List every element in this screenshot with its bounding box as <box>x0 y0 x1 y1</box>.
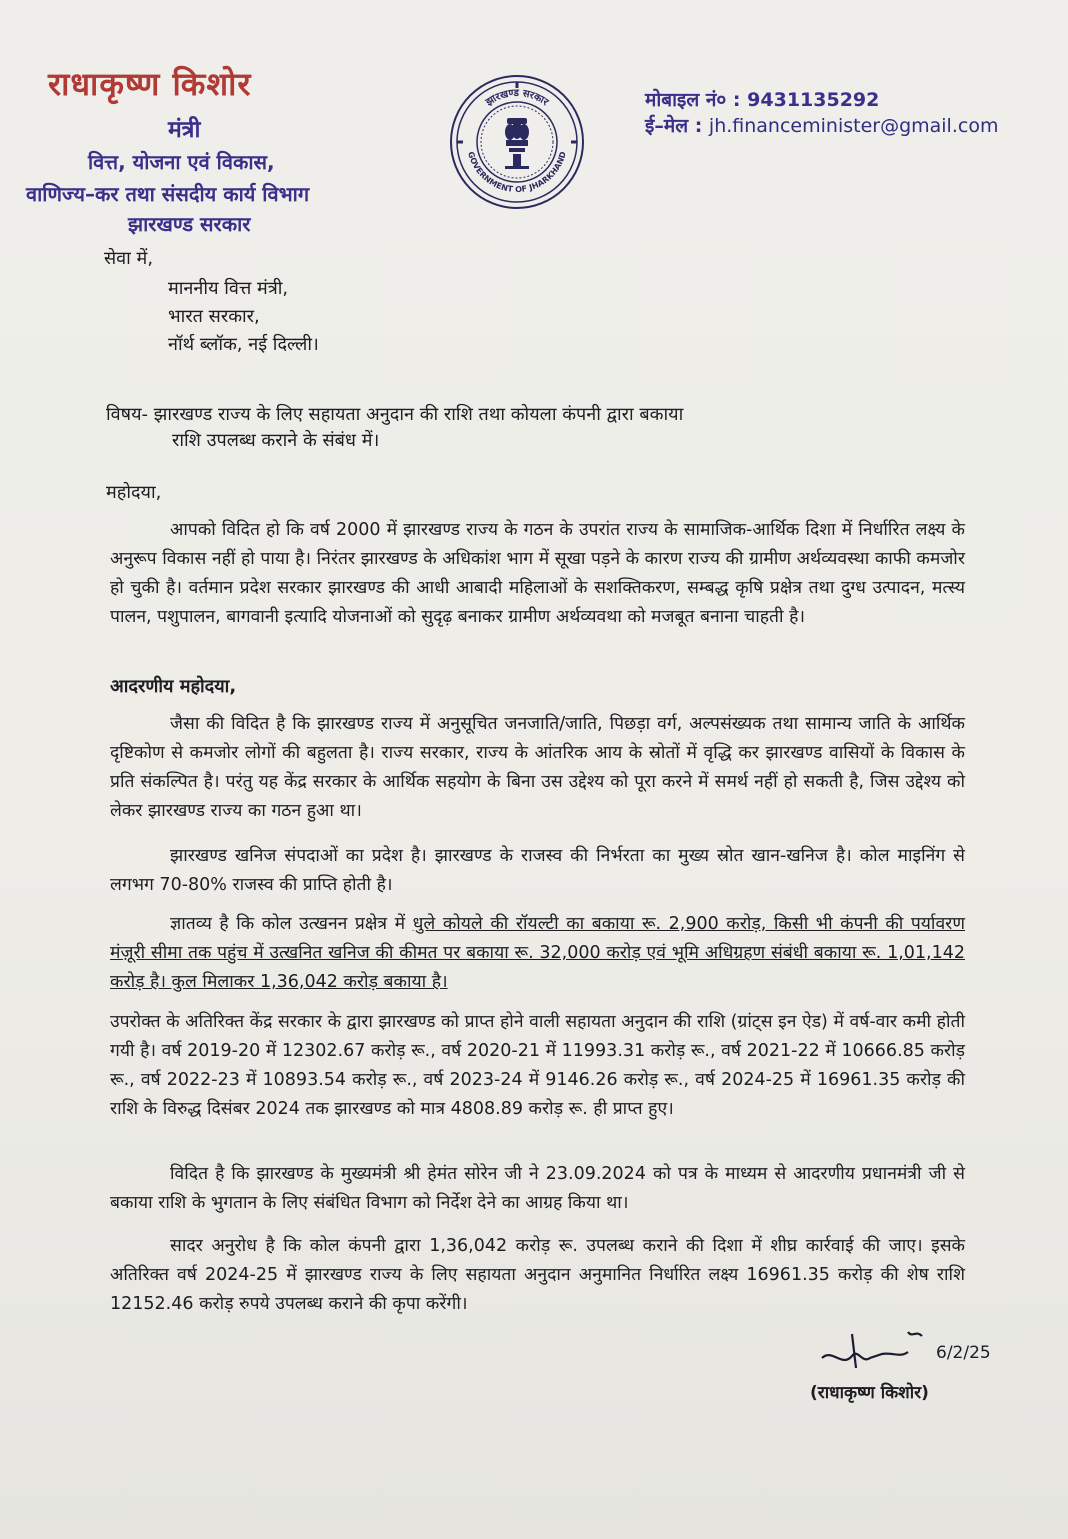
mobile-label: मोबाइल नं० : <box>645 89 741 111</box>
addressee-line-2: भारत सरकार, <box>168 306 260 327</box>
paragraph-5: उपरोक्त के अतिरिक्त केंद्र सरकार के द्वारा झारखण्ड को प्राप्त होने वाली सहायता अनुदान की राशि (ग्रांट्स इन ऐड) में वर्ष-वार कमी होती गयी है। वर्ष 2019-20 में 12302.67 करोड़ रू., वर्ष 2020-21 में 11993.31 करोड़ रू., वर्ष 2021-22 में 10666.85 करोड़ रू., वर्ष 2022-23 में 10893.54 करोड़ रू., वर्ष 2023-24 में 9146.26 करोड़ रू., वर्ष 2024-25 में 16961.35 करोड़ की राशि के विरुद्ध दिसंबर 2024 तक झारखण्ड को मात्र 4808.89 करोड़ रू. ही प्राप्त हुए। <box>110 1012 965 1119</box>
addressee-line-3: नॉर्थ ब्लॉक, नई दिल्ली। <box>168 334 319 355</box>
paragraph-4-lead: ज्ञातव्य है कि कोल उत्खनन प्रक्षेत्र में <box>170 914 413 934</box>
greeting: महोदया, <box>106 482 162 503</box>
minister-role: मंत्री <box>168 117 201 143</box>
subject-line-2: राशि उपलब्ध कराने के संबंध में। <box>172 430 380 451</box>
signature-date: 6/2/25 <box>936 1343 991 1363</box>
seal-bottom-text: GOVERNMENT OF JHARKHAND <box>466 150 568 195</box>
department-line-1: वित्त, योजना एवं विकास, <box>88 150 275 174</box>
mobile-value: 9431135292 <box>747 89 880 111</box>
signature-icon <box>812 1318 1002 1386</box>
subject-line-1: विषय- झारखण्ड राज्य के लिए सहायता अनुदान की राशि तथा कोयला कंपनी द्वारा बकाया <box>106 404 684 425</box>
paragraph-1: आपको विदित हो कि वर्ष 2000 में झारखण्ड राज्य के गठन के उपरांत राज्य के सामाजिक-आर्थिक दिशा में निर्धारित लक्ष्य के अनुरूप विकास नहीं हो पाया है। निरंतर झारखण्ड के अधिकांश भाग में सूखा पड़ने के कारण राज्य की ग्रामीण अर्थव्यवस्था काफी कमजोर हो चुकी है। वर्तमान प्रदेश सरकार झारखण्ड की आधी आबादी महिलाओं के सशक्तिकरण, सम्बद्ध कृषि प्रक्षेत्र तथा दुग्ध उत्पादन, मत्स्य पालन, पशुपालन, बागवानी इत्यादि योजनाओं को सुदृढ़ बनाकर ग्रामीण अर्थव्यवथा को मजबूत बनाना चाहती है। <box>110 520 965 627</box>
email-label: ई–मेल : <box>645 115 703 137</box>
email-value: jh.financeminister@gmail.com <box>708 115 999 137</box>
salutation-to: सेवा में, <box>104 248 154 269</box>
minister-name: राधाकृष्ण किशोर <box>48 65 252 103</box>
addressee-line-1: माननीय वित्त मंत्री, <box>168 278 289 299</box>
greeting-2: आदरणीय महोदया, <box>110 676 237 697</box>
paragraph-7: सादर अनुरोध है कि कोल कंपनी द्वारा 1,36,042 करोड़ रू. उपलब्ध कराने की दिशा में शीघ्र कार्रवाई की जाए। इसके अतिरिक्त वर्ष 2024-25 में झारखण्ड राज्य के लिए सहायता अनुदान अनुमानित निर्धारित लक्ष्य 16961.35 करोड़ की शेष राशि 12152.46 करोड़ रुपये उपलब्ध कराने की कृपा करेंगी। <box>110 1236 965 1314</box>
department-line-2: वाणिज्य–कर तथा संसदीय कार्य विभाग <box>26 182 310 206</box>
signatory-name: (राधाकृष्ण किशोर) <box>810 1383 929 1403</box>
mobile-line <box>645 86 879 112</box>
paragraph-4 <box>110 910 965 997</box>
seal-top-text: झारखण्ड सरकार <box>484 87 551 109</box>
paragraph-2: जैसा की विदित है कि झारखण्ड राज्य में अनुसूचित जनजाति/जाति, पिछड़ा वर्ग, अल्पसंख्यक तथा सामान्य जाति के आर्थिक दृष्टिकोण से कमजोर लोगों की बहुलता है। राज्य सरकार, राज्य के आंतरिक आय के स्रोतों में वृद्धि कर झारखण्ड वासियों के विकास के प्रति संकल्पित है। परंतु यह केंद्र सरकार के आर्थिक सहयोग के बिना उस उद्देश्य को पूरा करने में समर्थ नहीं हो सकती है, जिस उद्देश्य को लेकर झारखण्ड राज्य का गठन हुआ था। <box>110 714 965 821</box>
paragraph-3: झारखण्ड खनिज संपदाओं का प्रदेश है। झारखण्ड के राजस्व की निर्भरता का मुख्य स्रोत खान-खनिज है। कोल माइनिंग से लगभग 70-80% राजस्व की प्राप्ति होती है। <box>110 846 965 895</box>
paragraph-6: विदित है कि झारखण्ड के मुख्यमंत्री श्री हेमंत सोरेन जी ने 23.09.2024 को पत्र के माध्यम से आदरणीय प्रधानमंत्री जी से बकाया राशि के भुगतान के लिए संबंधित विभाग को निर्देश देने का आग्रह किया था। <box>110 1164 965 1213</box>
paragraph-4-dues: धुले कोयले की रॉयल्टी का बकाया रू. 2,900 करोड़, किसी भी कंपनी की पर्यावरण मंज़ूरी सीमा तक पहुंच में उत्खनित खनिज की कीमत पर बकाया रू. 32,000 करोड़ एवं भूमि अधिग्रहण संबंधी बकाया रू. 1,01,142 करोड़ है। कुल मिलाकर 1,36,042 करोड़ बकाया है। <box>110 914 965 992</box>
government-seal-icon <box>449 74 585 210</box>
government-name: झारखण्ड सरकार <box>128 212 251 236</box>
email-line <box>645 112 998 138</box>
